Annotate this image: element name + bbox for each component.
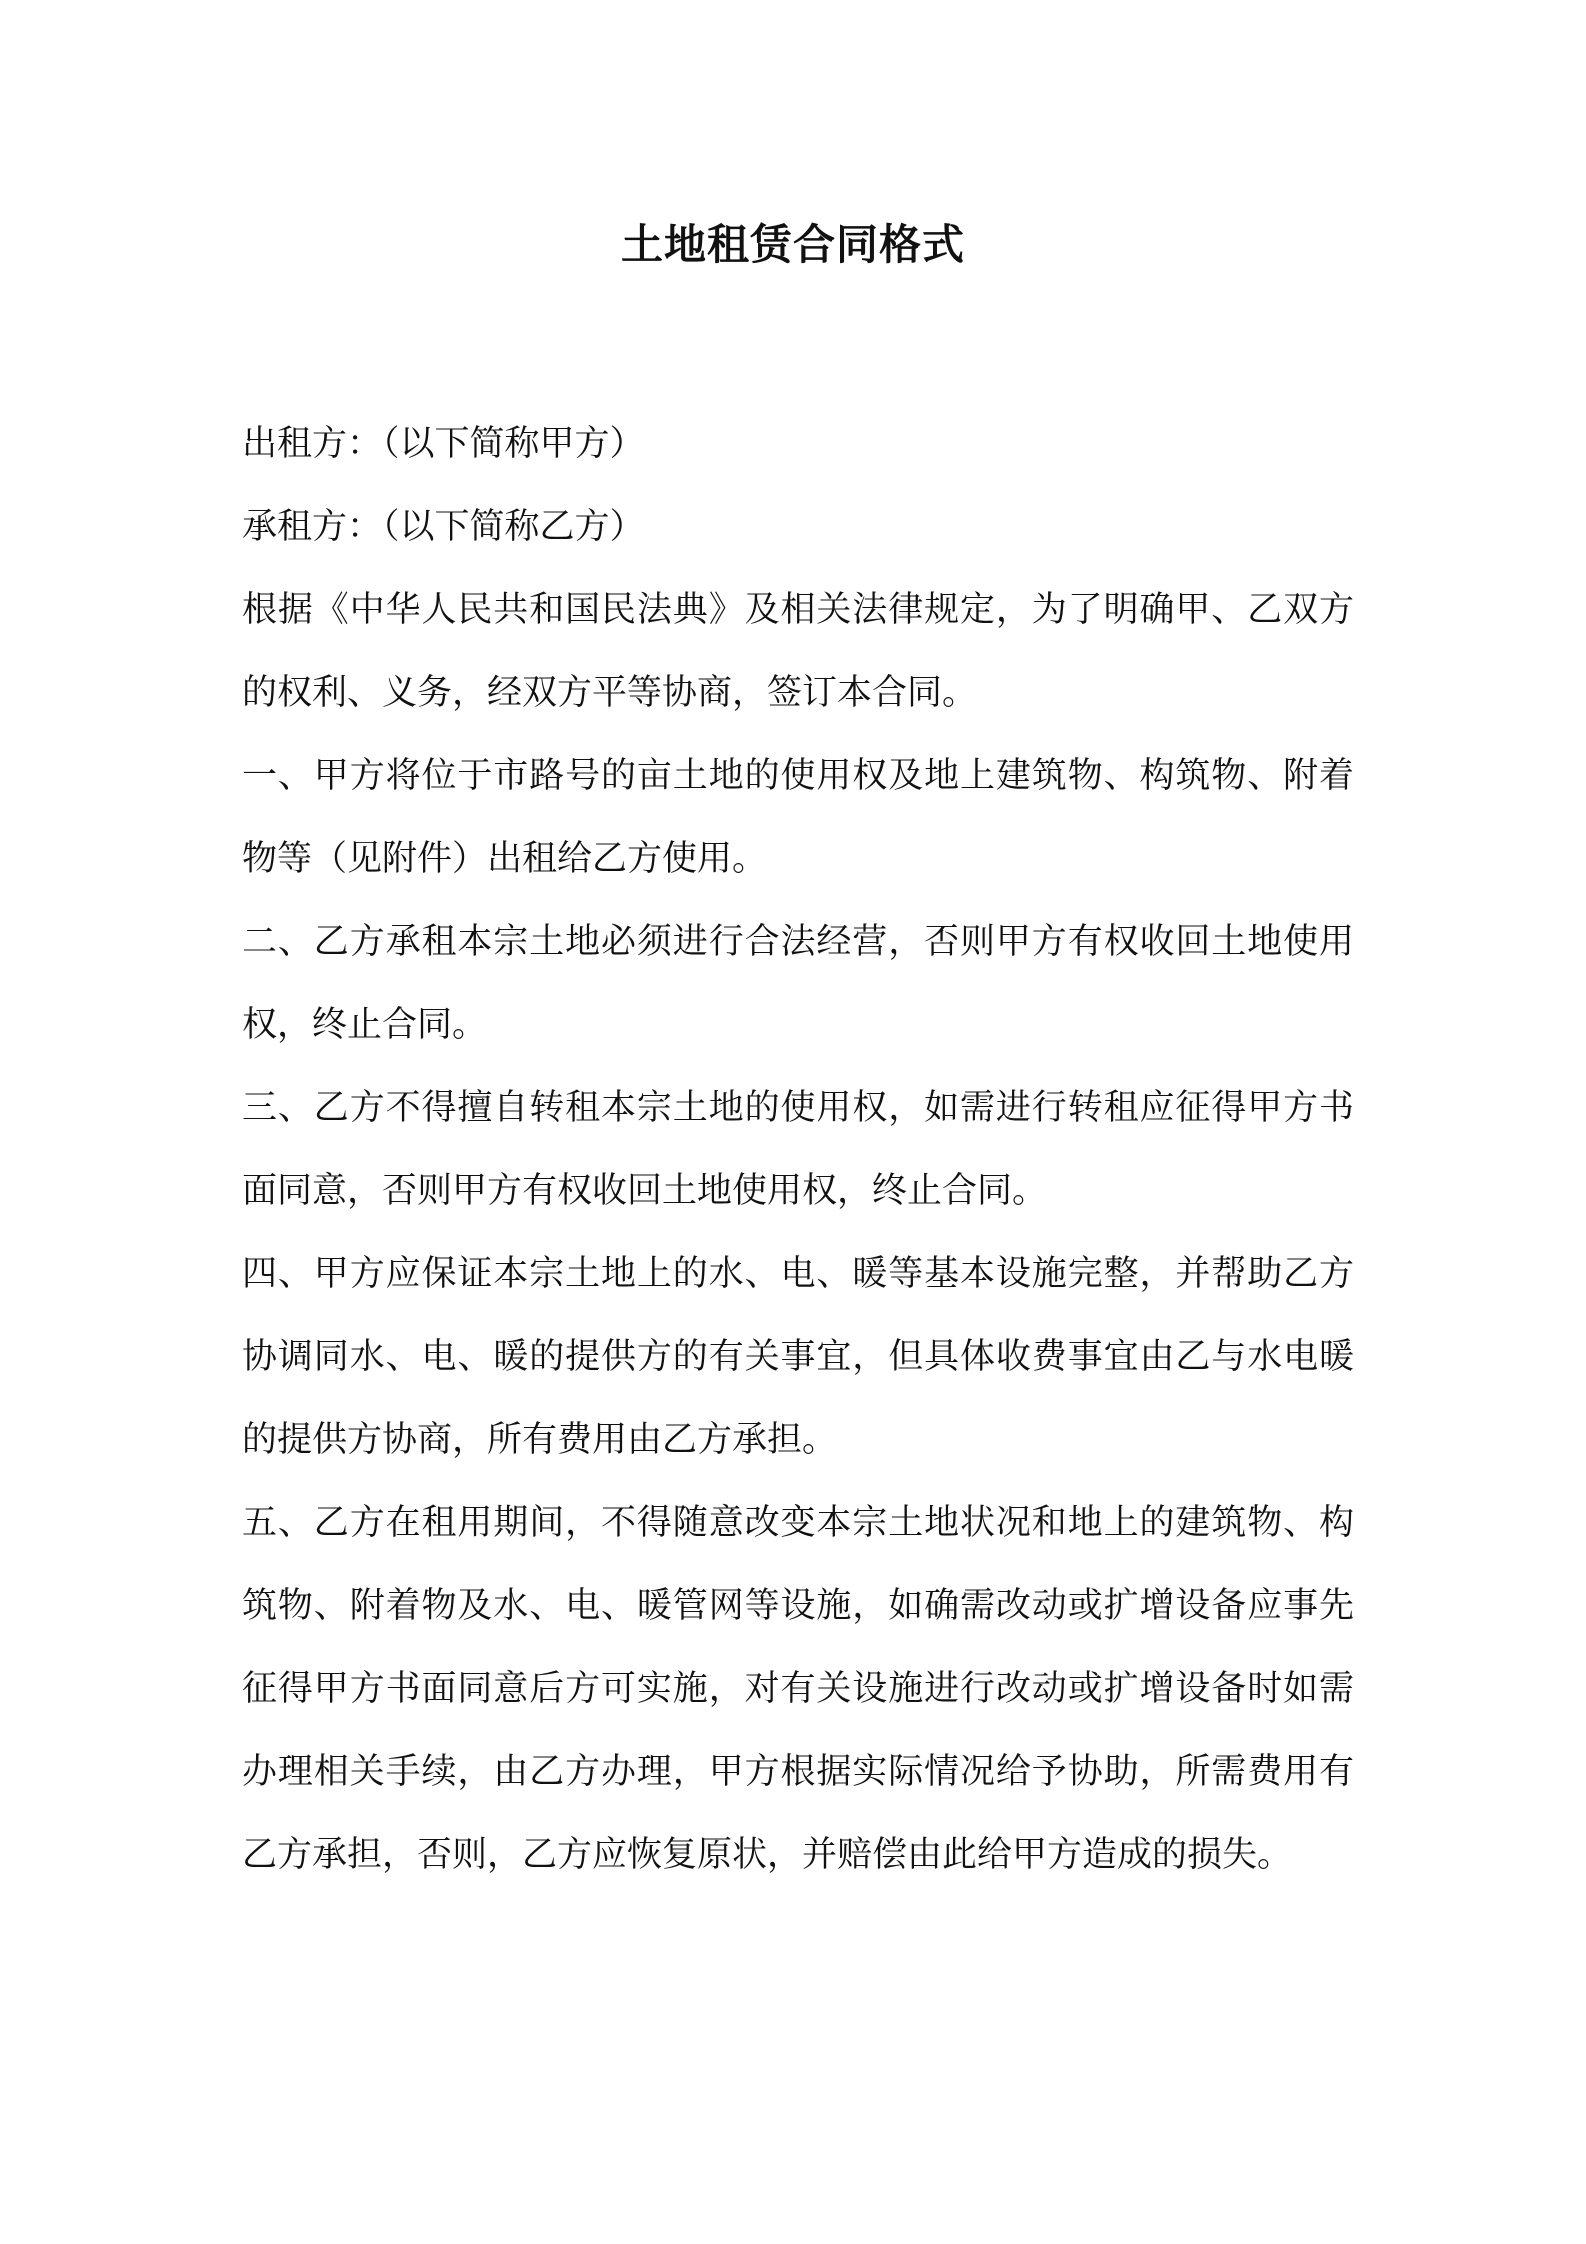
paragraph-clause-2: 二、乙方承租本宗土地必须进行合法经营，否则甲方有权收回土地使用权，终止合同。 bbox=[242, 922, 1354, 1045]
document-title: 土地租赁合同格式 bbox=[620, 220, 965, 269]
paragraph-clause-4: 四、甲方应保证本宗土地上的水、电、暖等基本设施完整，并帮助乙方协调同水、电、暖的提供方的有关事宜，但具体收费事宜由乙与水电暖的提供方协商，所有费用由乙方承担。 bbox=[242, 1254, 1354, 1460]
document-body bbox=[242, 403, 1354, 1897]
paragraph-lessee: 承租方：（以下简称乙方） bbox=[242, 507, 645, 547]
paragraph-clause-1: 一、甲方将位于市路号的亩土地的使用权及地上建筑物、构筑物、附着物等（见附件）出租给乙方使用。 bbox=[242, 756, 1354, 879]
paragraph-clause-3: 三、乙方不得擅自转租本宗土地的使用权，如需进行转租应征得甲方书面同意，否则甲方有权收回土地使用权，终止合同。 bbox=[242, 1088, 1354, 1211]
paragraph-preamble: 根据《中华人民共和国民法典》及相关法律规定，为了明确甲、乙双方的权利、义务，经双方平等协商，签订本合同。 bbox=[242, 590, 1354, 713]
paragraph-clause-5: 五、乙方在租用期间，不得随意改变本宗土地状况和地上的建筑物、构筑物、附着物及水、电、暖管网等设施，如确需改动或扩增设备应事先征得甲方书面同意后方可实施，对有关设施进行改动或扩增设备时如需办理相关手续，由乙方办理，甲方根据实际情况给予协助，所需费用有乙方承担，否则，乙方应恢复原状，并赔偿由此给甲方造成的损失。 bbox=[242, 1503, 1354, 1875]
paragraph-lessor: 出租方：（以下简称甲方） bbox=[242, 424, 645, 464]
